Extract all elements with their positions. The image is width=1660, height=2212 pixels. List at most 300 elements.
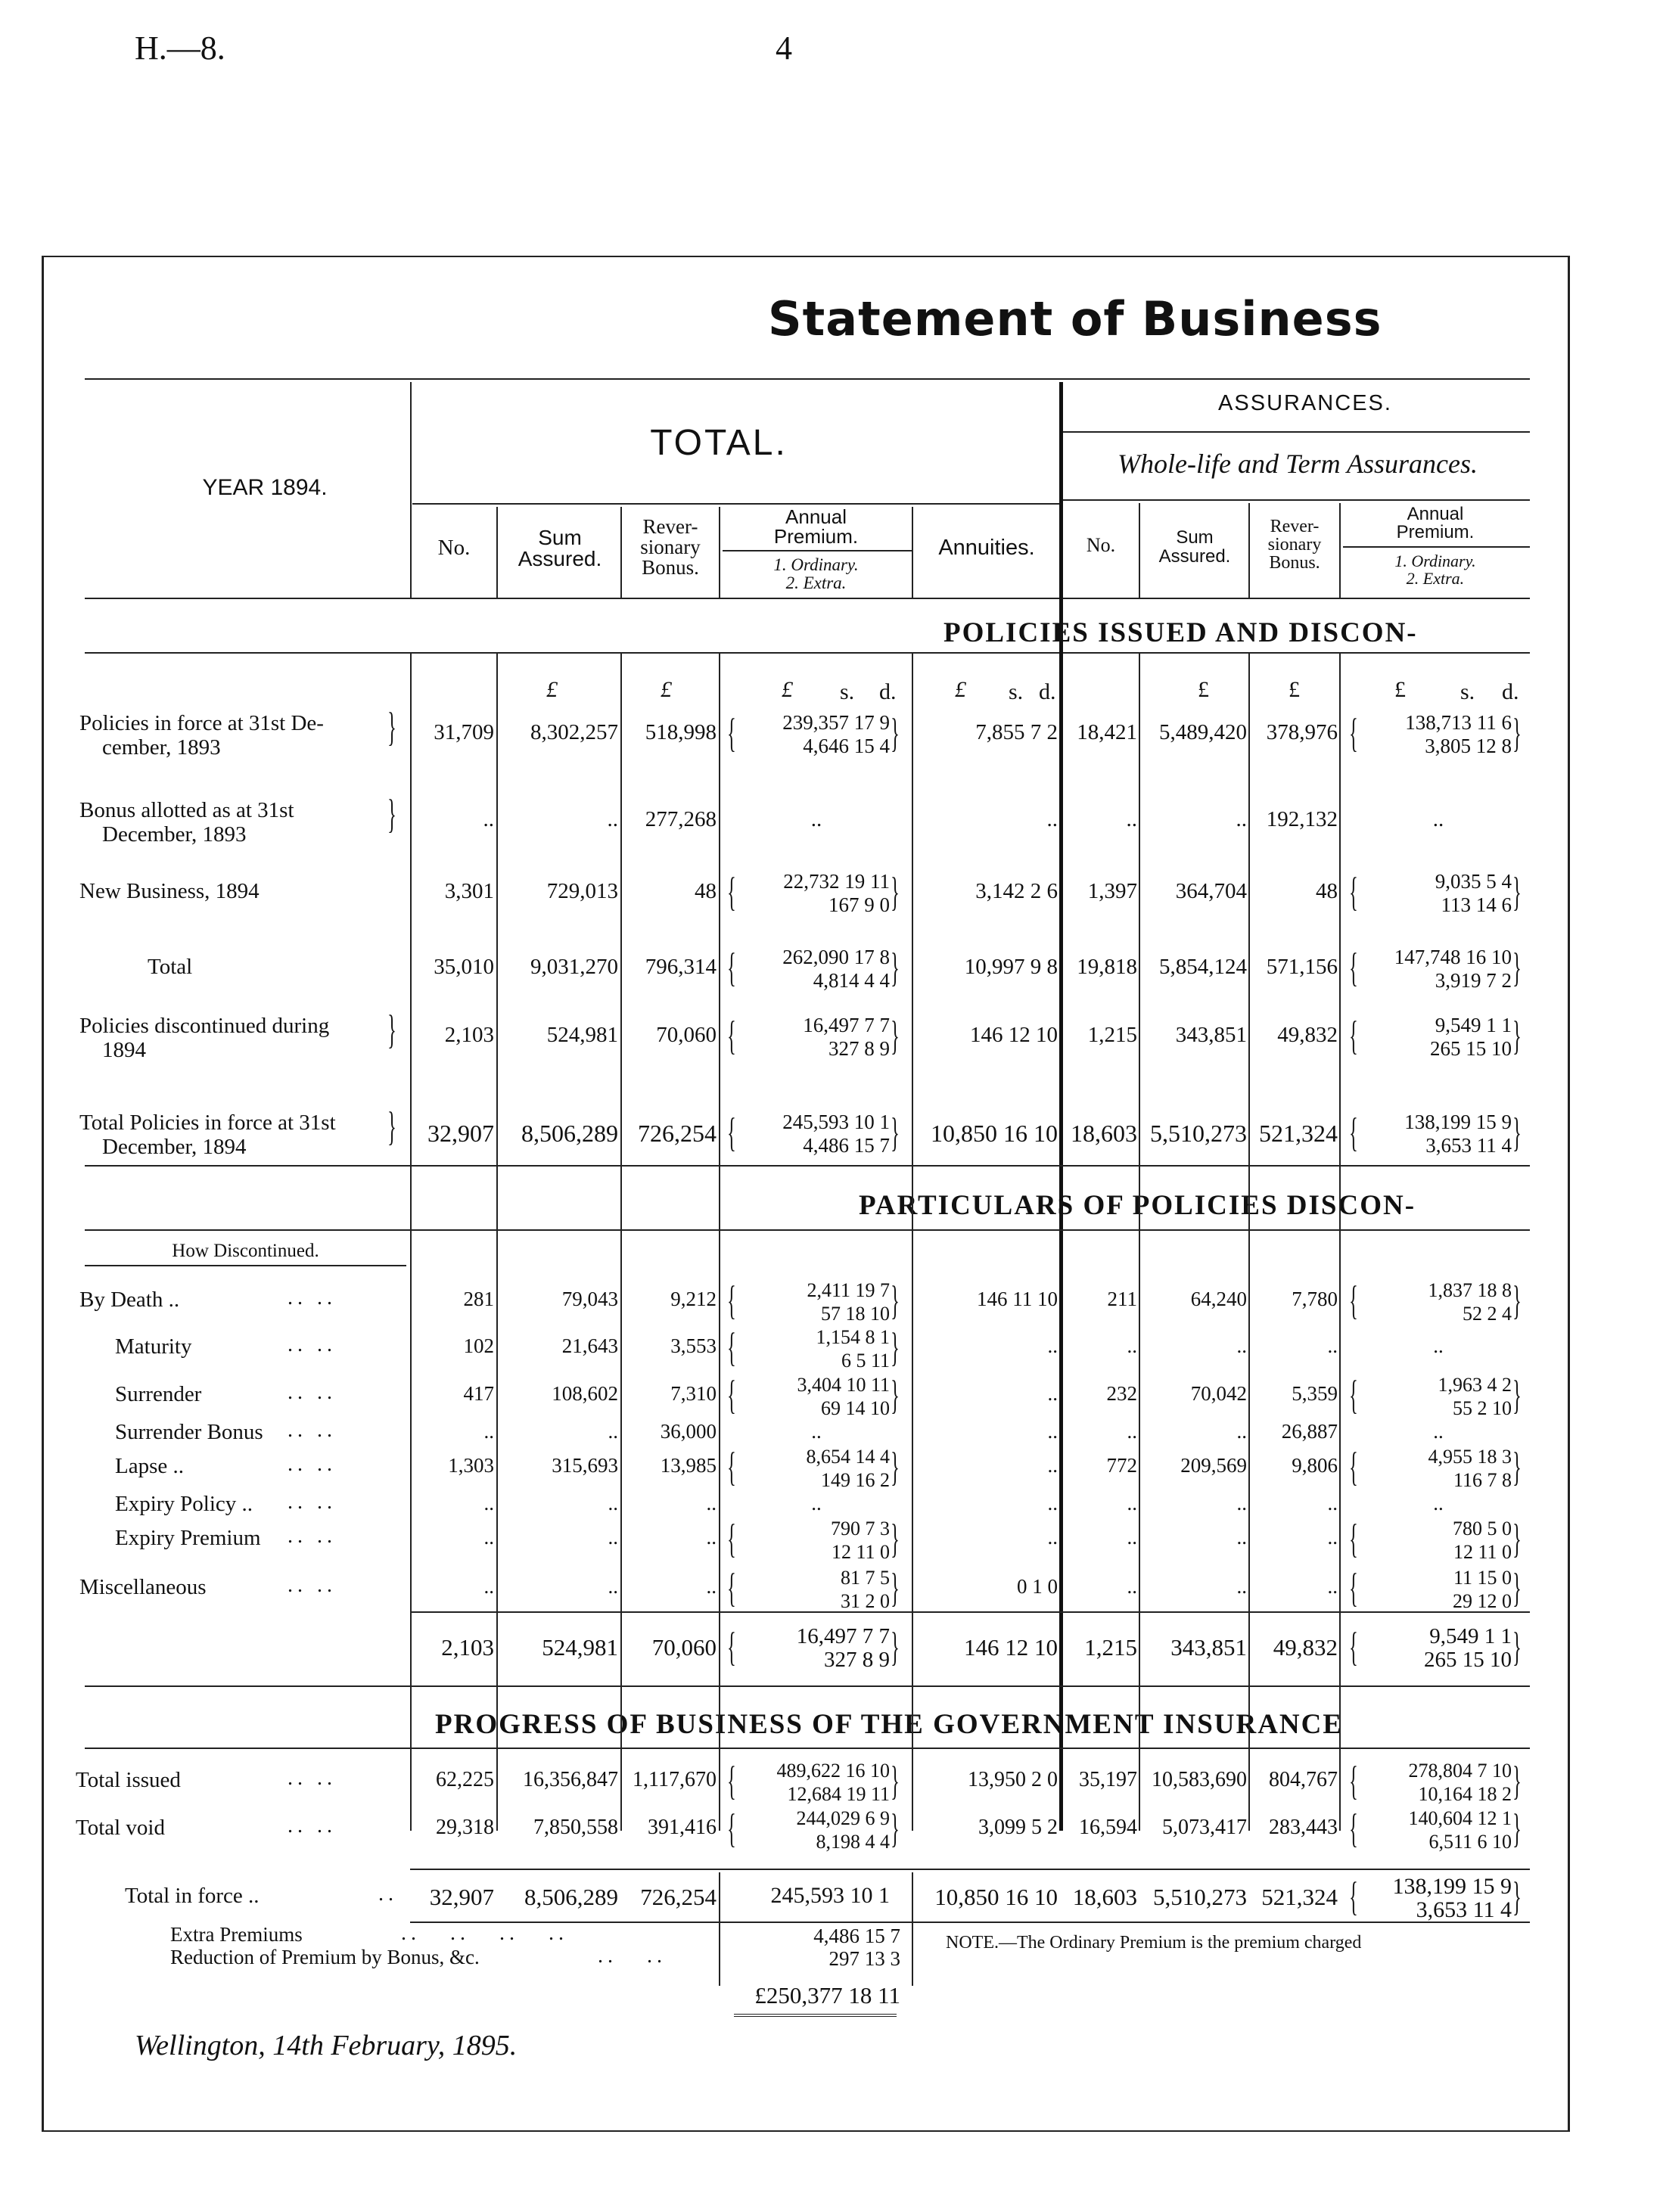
assurances-heading: ASSURANCES. [1218, 391, 1392, 415]
brace-left: { [727, 1565, 736, 1611]
cell-ann: .. [1047, 1526, 1058, 1549]
cell-prem [732, 1373, 890, 1420]
cell-a-sum: .. [1236, 1334, 1247, 1357]
premium-extra: 12 11 0 [831, 1541, 890, 1563]
premium-extra: 10,164 18 2 [1418, 1783, 1512, 1805]
premium-extra: 113 14 6 [1441, 893, 1512, 916]
premium-ordinary: 16,497 7 7 [796, 1624, 890, 1648]
brace-right: } [891, 1325, 900, 1370]
cell-a-prem [1354, 711, 1512, 758]
cell-a-sum: 343,851 [1170, 1634, 1247, 1661]
cell-a-prem [1354, 946, 1512, 993]
pound-sign: £ [955, 677, 966, 702]
cell-ann: 3,142 2 6 [975, 879, 1058, 903]
cell-bonus: 7,310 [670, 1382, 717, 1405]
page-reference: H.—8. [135, 30, 225, 67]
row-label [79, 711, 324, 760]
whole-life-heading: Whole-life and Term Assurances. [1118, 449, 1478, 479]
cell-no: 29,318 [436, 1816, 494, 1839]
cell-no: .. [483, 1492, 494, 1515]
cell-no: 62,225 [436, 1768, 494, 1791]
cell-prem [732, 1014, 890, 1061]
brace-right: } [1512, 945, 1522, 990]
brace-right: } [1512, 1110, 1522, 1155]
brace-right: } [1512, 1444, 1522, 1490]
cell-a-bonus: 5,359 [1292, 1382, 1338, 1405]
cell-bonus: 9,212 [670, 1288, 717, 1310]
page-title: Statement of Business [768, 291, 1382, 346]
cell-ann: 146 11 10 [977, 1288, 1058, 1310]
premium-ordinary: 1,837 18 8 [1428, 1279, 1512, 1301]
cell-a-prem [1354, 1278, 1512, 1325]
premium-ordinary: 147,748 16 10 [1394, 946, 1512, 968]
brace-right: } [387, 791, 396, 837]
row-label: By Death .. [79, 1288, 180, 1312]
cell-bonus: 70,060 [651, 1634, 717, 1661]
brace-left: { [1349, 1758, 1358, 1803]
cell-a-no: 1,215 [1084, 1634, 1137, 1661]
premium-ordinary: 8,654 14 4 [806, 1446, 890, 1468]
cell-a-sum: 5,854,124 [1159, 955, 1247, 979]
brace-right: } [891, 1013, 900, 1058]
brace-right: } [387, 1007, 396, 1052]
cell-a-prem [1354, 1759, 1512, 1806]
cell-a-no: 18,603 [1072, 1884, 1137, 1910]
cell-no: .. [483, 1526, 494, 1549]
shillings-label: s. [840, 679, 855, 704]
cell-a-prem: .. [1433, 1420, 1444, 1443]
premium-extra: 327 8 9 [824, 1648, 890, 1672]
premium-ordinary: 1,154 8 1 [816, 1326, 890, 1348]
brace-left: { [727, 945, 736, 990]
premium-extra: 4,646 15 4 [803, 735, 890, 757]
cell-ann: 3,099 5 2 [978, 1816, 1058, 1839]
cell-prem [732, 946, 890, 993]
brace-left: { [1349, 710, 1358, 756]
row-label-line: 1894 [102, 1038, 146, 1062]
cell-a-no: 16,594 [1079, 1816, 1137, 1839]
page-number: 4 [776, 30, 792, 67]
brace-left: { [727, 1444, 736, 1490]
brace-right: } [1512, 869, 1522, 915]
pence-label: d. [1039, 679, 1056, 704]
row-label: Maturity [115, 1334, 192, 1359]
row-label: Expiry Policy .. [115, 1492, 253, 1516]
brace-left: { [727, 1278, 736, 1323]
brace-left: { [727, 1758, 736, 1803]
premium-ordinary: 245,593 10 1 [782, 1111, 890, 1133]
cell-a-no: 35,197 [1079, 1768, 1137, 1791]
cell-a-sum: 5,489,420 [1159, 720, 1247, 744]
brace-right: } [1512, 1874, 1522, 1919]
row-label-line: Total Policies in force at 31st [79, 1111, 336, 1135]
brace-left: { [727, 1110, 736, 1155]
premium-extra: 149 16 2 [821, 1469, 890, 1491]
brace-right: } [1512, 1624, 1522, 1670]
cell-no: 281 [463, 1288, 494, 1310]
brace-left: { [727, 710, 736, 756]
premium-note: NOTE.—The Ordinary Premium is the premium charged [946, 1933, 1362, 1953]
cell-sum: 9,031,270 [530, 955, 618, 979]
cell-a-sum: 343,851 [1175, 1023, 1247, 1047]
brace-left: { [1349, 1874, 1358, 1919]
brace-right: } [891, 1372, 900, 1418]
brace-left: { [1349, 1013, 1358, 1058]
cell-a-bonus: .. [1327, 1492, 1338, 1515]
leader-dots: .. .. [288, 1418, 337, 1442]
cell-no: 31,709 [434, 720, 494, 744]
row-label: Expiry Premium [115, 1526, 261, 1550]
section-particulars: PARTICULARS OF POLICIES DISCON- [859, 1190, 1416, 1221]
cell-prem [732, 1517, 890, 1564]
cell-a-bonus: 26,887 [1281, 1420, 1338, 1443]
cell-a-bonus: 48 [1316, 879, 1338, 903]
cell-a-prem [1354, 1111, 1512, 1157]
premium-ordinary: 1,963 4 2 [1438, 1374, 1512, 1396]
extra-premiums-value: 4,486 15 7 [813, 1925, 900, 1947]
premium-extra: 29 12 0 [1453, 1590, 1512, 1612]
premium-ordinary: 16,497 7 7 [803, 1014, 890, 1036]
cell-a-prem: .. [1433, 1334, 1444, 1357]
premium-ordinary: 9,549 1 1 [1435, 1014, 1512, 1036]
cell-a-bonus: 49,832 [1277, 1023, 1338, 1047]
cell-ann: .. [1047, 1382, 1058, 1405]
cell-a-no: 1,397 [1087, 879, 1137, 903]
pence-label: d. [1502, 679, 1519, 704]
cell-ann: .. [1047, 1334, 1058, 1357]
cell-a-sum: .. [1236, 807, 1247, 831]
pound-sign: £ [782, 677, 793, 702]
cell-sum: 524,981 [542, 1634, 618, 1661]
premium-extra: 3,653 11 4 [1425, 1134, 1512, 1157]
premium-extra: 4,814 4 4 [813, 969, 890, 992]
cell-a-bonus: 571,156 [1266, 955, 1338, 979]
brace-right: } [1512, 1806, 1522, 1851]
brace-right: } [1512, 710, 1522, 756]
cell-ann: 13,950 2 0 [968, 1768, 1058, 1791]
leader-dots: .. .. [288, 1814, 337, 1838]
cell-a-no: 232 [1106, 1382, 1137, 1405]
section-policies-issued: POLICIES ISSUED AND DISCON- [943, 617, 1418, 648]
cell-sum: .. [608, 1420, 618, 1443]
cell-bonus: 518,998 [645, 720, 717, 744]
cell-a-sum: .. [1236, 1492, 1247, 1515]
cell-no: 32,907 [427, 1120, 494, 1147]
cell-a-no: .. [1127, 1492, 1137, 1515]
row-label-line: Policies in force at 31st De- [79, 711, 324, 735]
cell-a-prem [1354, 1014, 1512, 1061]
brace-left: { [1349, 1516, 1358, 1561]
row-label: Lapse .. [115, 1454, 184, 1478]
cell-prem [732, 1325, 890, 1372]
cell-a-no: 18,421 [1077, 720, 1137, 744]
brace-right: } [1512, 1013, 1522, 1058]
cell-prem [732, 1759, 890, 1806]
shillings-label: s. [1460, 679, 1475, 704]
cell-a-bonus: .. [1327, 1526, 1338, 1549]
cell-bonus: .. [706, 1492, 717, 1515]
cell-no: .. [483, 807, 494, 831]
row-label: Miscellaneous [79, 1575, 207, 1599]
grand-total: £250,377 18 11 [754, 1982, 900, 2009]
cell-a-sum: 64,240 [1190, 1288, 1247, 1310]
col-sum-heading: Sum Assured. [518, 526, 602, 570]
cell-a-prem [1354, 1875, 1512, 1922]
cell-a-prem [1354, 1373, 1512, 1420]
a-col-premium-heading: Annual Premium. [1396, 504, 1475, 542]
premium-ordinary: 790 7 3 [831, 1518, 890, 1539]
row-label-line: New Business, 1894 [79, 879, 260, 903]
brace-left: { [1349, 1110, 1358, 1155]
premium-ordinary: 81 7 5 [841, 1567, 890, 1589]
cell-bonus: 796,314 [645, 955, 717, 979]
cell-no: 1,303 [448, 1454, 494, 1477]
cell-bonus: 3,553 [670, 1334, 717, 1357]
brace-right: } [1512, 1516, 1522, 1561]
premium-ordinary: 244,029 6 9 [796, 1807, 890, 1829]
premium-ordinary: 780 5 0 [1453, 1518, 1512, 1539]
cell-prem [732, 711, 890, 758]
row-label [148, 955, 192, 979]
cell-ann: .. [1047, 1492, 1058, 1515]
row-label [79, 879, 260, 903]
cell-a-sum: .. [1236, 1526, 1247, 1549]
cell-a-no: 211 [1107, 1288, 1137, 1310]
row-label: Surrender Bonus [115, 1420, 263, 1444]
premium-ordinary: 489,622 16 10 [776, 1760, 890, 1782]
brace-right: } [891, 1110, 900, 1155]
premium-extra: 167 9 0 [828, 893, 890, 916]
premium-extra: 55 2 10 [1453, 1397, 1512, 1419]
how-discontinued-heading: How Discontinued. [172, 1241, 319, 1261]
footer-place-date: Wellington, 14th February, 1895. [135, 2030, 518, 2061]
row-label-line: cember, 1893 [102, 735, 221, 760]
leader-dots: .. .. [288, 1524, 337, 1548]
cell-prem [732, 1445, 890, 1492]
row-label-line: Policies discontinued during [79, 1014, 330, 1038]
cell-a-no: 18,603 [1071, 1120, 1137, 1147]
row-label: Total in force .. [125, 1884, 260, 1908]
cell-a-prem: .. [1433, 1492, 1444, 1515]
cell-prem [732, 1278, 890, 1325]
premium-extra: 31 2 0 [841, 1590, 890, 1612]
brace-left: { [1349, 1565, 1358, 1611]
cell-a-prem [1354, 1445, 1512, 1492]
reduction-label: Reduction of Premium by Bonus, &c. [170, 1946, 480, 1968]
cell-bonus: 13,985 [660, 1454, 717, 1477]
cell-no: .. [483, 1575, 494, 1598]
cell-a-bonus: 378,976 [1266, 720, 1338, 744]
cell-a-bonus: .. [1327, 1575, 1338, 1598]
brace-left: { [727, 1806, 736, 1851]
cell-a-bonus: 521,324 [1259, 1120, 1338, 1147]
cell-no: 35,010 [434, 955, 494, 979]
row-label-line: December, 1894 [102, 1135, 247, 1159]
cell-prem [732, 1111, 890, 1157]
cell-no: .. [483, 1420, 494, 1443]
premium-extra: 57 18 10 [821, 1303, 890, 1325]
premium-extra: 6,511 6 10 [1428, 1831, 1512, 1853]
brace-left: { [1349, 1444, 1358, 1490]
cell-sum: 16,356,847 [523, 1768, 618, 1791]
cell-a-prem [1354, 1807, 1512, 1853]
cell-no: 417 [463, 1382, 494, 1405]
brace-left: { [1349, 1806, 1358, 1851]
cell-a-bonus: 804,767 [1269, 1768, 1338, 1791]
cell-a-sum: 10,583,690 [1152, 1768, 1247, 1791]
cell-bonus: 391,416 [648, 1816, 717, 1839]
premium-ordinary: 138,713 11 6 [1405, 711, 1512, 734]
leader-dots: .. .. [288, 1766, 337, 1790]
cell-a-prem [1354, 870, 1512, 917]
premium-extra: 3,919 7 2 [1435, 969, 1512, 992]
brace-left: { [1349, 869, 1358, 915]
premium-extra: 69 14 10 [821, 1397, 890, 1419]
brace-right: } [1512, 1278, 1522, 1323]
shillings-label: s. [1009, 679, 1024, 704]
premium-ordinary: 11 15 0 [1453, 1567, 1512, 1589]
brace-right: } [1512, 1565, 1522, 1611]
cell-bonus: 726,254 [638, 1120, 717, 1147]
row-label [79, 1111, 336, 1159]
brace-right: } [891, 945, 900, 990]
cell-sum: 729,013 [546, 879, 618, 903]
premium-ordinary: 3,404 10 11 [797, 1374, 890, 1396]
cell-a-no: .. [1127, 1575, 1137, 1598]
pound-sign: £ [1198, 677, 1209, 702]
cell-a-sum: .. [1236, 1575, 1247, 1598]
cell-sum: .. [607, 807, 618, 831]
brace-left: { [1349, 1372, 1358, 1418]
cell-prem: .. [811, 1492, 822, 1515]
premium-extra: 3,805 12 8 [1425, 735, 1512, 757]
cell-a-no: .. [1127, 1334, 1137, 1357]
cell-bonus: .. [706, 1575, 717, 1598]
section-progress: PROGRESS OF BUSINESS OF THE GOVERNMENT INSURANCE [435, 1709, 1344, 1740]
cell-sum: 524,981 [546, 1023, 618, 1047]
brace-right: } [891, 710, 900, 756]
cell-a-no: 19,818 [1077, 955, 1137, 979]
cell-ann: 10,997 9 8 [964, 955, 1058, 979]
cell-a-prem: .. [1432, 807, 1444, 831]
row-label [79, 1014, 329, 1062]
premium-ordinary: 278,804 7 10 [1408, 1760, 1512, 1782]
pound-sign: £ [546, 677, 558, 702]
pence-label: d. [879, 679, 897, 704]
pound-sign: £ [1289, 677, 1300, 702]
cell-sum: 21,643 [561, 1334, 618, 1357]
row-label-line: December, 1893 [102, 822, 247, 847]
brace-right: } [891, 1758, 900, 1803]
a-col-no-heading: No. [1086, 534, 1116, 556]
a-col-sum-heading: Sum Assured. [1158, 527, 1231, 567]
cell-prem [732, 1884, 890, 1907]
cell-no: 3,301 [444, 879, 494, 903]
cell-ann: 7,855 7 2 [975, 720, 1058, 744]
premium-extra: 8,198 4 4 [816, 1831, 890, 1853]
brace-left: { [727, 1372, 736, 1418]
cell-a-no: .. [1127, 1420, 1137, 1443]
premium-ordinary: 9,035 5 4 [1435, 870, 1512, 893]
cell-no: 32,907 [429, 1884, 494, 1910]
cell-sum: 8,302,257 [530, 720, 618, 744]
brace-right: } [891, 1444, 900, 1490]
cell-bonus: 726,254 [640, 1884, 717, 1910]
cell-sum: 8,506,289 [524, 1884, 618, 1910]
brace-right: } [891, 1565, 900, 1611]
col-premium-heading: Annual Premium. [773, 505, 859, 548]
cell-sum: 79,043 [561, 1288, 618, 1310]
cell-a-bonus: 521,324 [1261, 1884, 1338, 1910]
a-col-premium-kinds: 1. Ordinary. 2. Extra. [1394, 551, 1476, 588]
premium-ordinary: 2,411 19 7 [807, 1279, 890, 1301]
brace-right: } [387, 704, 396, 750]
cell-a-sum: .. [1236, 1420, 1247, 1443]
premium-extra: 327 8 9 [828, 1037, 890, 1060]
cell-bonus: 1,117,670 [633, 1768, 717, 1791]
premium-extra: 12 11 0 [1453, 1541, 1512, 1563]
cell-a-bonus: 192,132 [1266, 807, 1338, 831]
cell-no: 2,103 [444, 1023, 494, 1047]
cell-a-sum: 5,073,417 [1162, 1816, 1247, 1839]
brace-right: } [891, 1516, 900, 1561]
row-label: Surrender [115, 1382, 202, 1406]
cell-bonus: .. [706, 1526, 717, 1549]
cell-ann: 10,850 16 10 [934, 1884, 1058, 1910]
premium-ordinary: 4,955 18 3 [1428, 1446, 1512, 1468]
premium-extra: 265 15 10 [1424, 1648, 1512, 1672]
cell-a-prem [1354, 1566, 1512, 1613]
cell-ann: 146 12 10 [970, 1023, 1058, 1047]
col-annuities-heading: Annuities. [938, 536, 1035, 560]
premium-extra: 116 7 8 [1453, 1469, 1512, 1491]
cell-a-sum: 364,704 [1175, 879, 1247, 903]
cell-bonus: 277,268 [645, 807, 717, 831]
cell-a-sum: 209,569 [1180, 1454, 1247, 1477]
cell-a-bonus: .. [1327, 1334, 1338, 1357]
cell-a-no: 772 [1106, 1454, 1137, 1477]
a-col-bonus-heading: Rever- sionary Bonus. [1267, 517, 1322, 573]
cell-sum: .. [608, 1492, 618, 1515]
cell-a-prem [1354, 1625, 1512, 1672]
cell-ann: .. [1047, 1454, 1058, 1477]
cell-a-sum: 5,510,273 [1153, 1884, 1247, 1910]
row-label-line: Bonus allotted as at 31st [79, 798, 294, 822]
col-bonus-heading: Rever- sionary Bonus. [640, 515, 701, 579]
cell-ann: .. [1046, 807, 1058, 831]
cell-ann: 146 12 10 [964, 1634, 1058, 1661]
brace-right: } [891, 1624, 900, 1670]
col-premium-kinds: 1. Ordinary. 2. Extra. [773, 555, 859, 592]
brace-right: } [1512, 1372, 1522, 1418]
premium-ordinary: 22,732 19 11 [783, 870, 890, 893]
premium-extra: 52 2 4 [1463, 1303, 1512, 1325]
brace-right: } [387, 1104, 396, 1149]
row-label: Total void [76, 1816, 165, 1840]
row-label: Total issued [76, 1768, 181, 1792]
cell-prem: .. [811, 1420, 822, 1443]
brace-left: { [727, 1013, 736, 1058]
cell-ann: 10,850 16 10 [931, 1120, 1058, 1147]
cell-ann: .. [1047, 1420, 1058, 1443]
brace-right: } [891, 1806, 900, 1851]
cell-no: 102 [463, 1334, 494, 1357]
cell-ann: 0 1 0 [1017, 1575, 1058, 1598]
brace-left: { [727, 1325, 736, 1370]
premium-extra: 265 15 10 [1430, 1037, 1512, 1060]
cell-bonus: 36,000 [660, 1420, 717, 1443]
cell-a-bonus: 49,832 [1273, 1634, 1338, 1661]
